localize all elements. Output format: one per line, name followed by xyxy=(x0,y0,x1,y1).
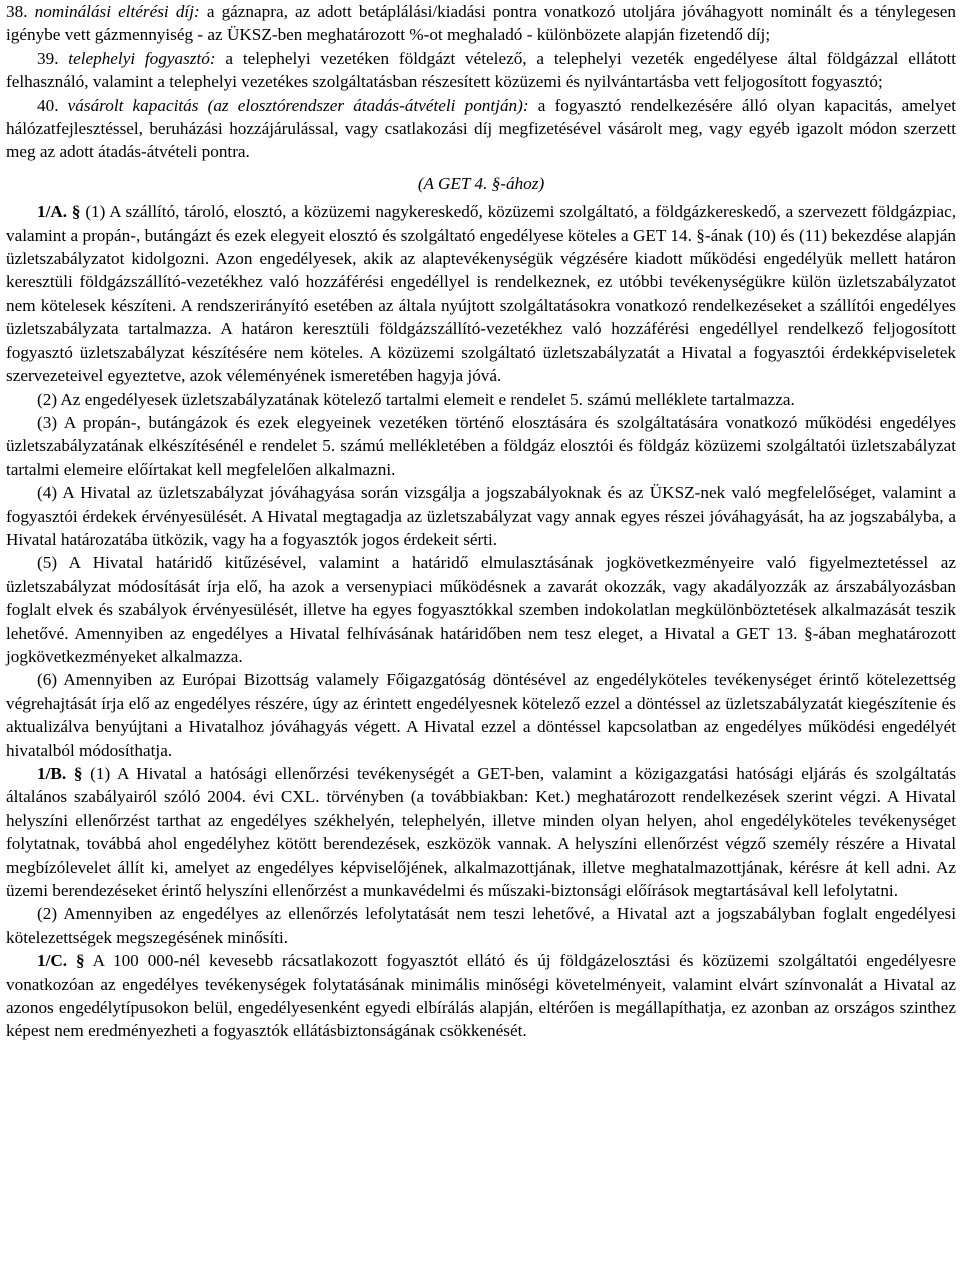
section-label: 1/B. xyxy=(37,764,67,783)
defined-term: telephelyi fogyasztó: xyxy=(68,48,216,68)
section-1b-paragraph-2: (2) Amennyiben az engedélyes az ellenőrzés lefolytatását nem teszi lehetővé, a Hivatal azt a jogszabályban foglalt engedélyesi kötelezettségek megszegésének minősíti. xyxy=(6,904,956,947)
section-label: 1/A. xyxy=(37,202,68,222)
section-1a-paragraph-3: (3) A propán-, butángázok és ezek elegyeinek vezetéken történő elosztására és szolgáltatására vonatkozó működési engedélyes üzletszabályzatának elkészítésénél e rendelet 5. számú mellékletében a földgáz elosztói és földgáz közüzemi szolgáltatói üzletszabályzat tartalmi elemeire előírtakat kell megfelelően alkalmazni. xyxy=(6,412,956,479)
section-note: (A GET 4. §-ához) xyxy=(417,173,545,193)
defined-term: nominálási eltérési díj: xyxy=(34,2,200,21)
defined-term: vásárolt kapacitás (az elosztórendszer átadás-átvételi pontján): xyxy=(67,95,529,115)
item-number: 39. xyxy=(37,48,59,68)
paragraph-text: (1) A Hivatal a hatósági ellenőrzési tevékenységét a GET-ben, valamint a közigazgatási hatósági eljárás és szolgáltatás általános szabályairól szóló 2004. évi CXL. törvényben (a továbbiakban: Ket.) meghatározott rendelkezések szerint végzi. A Hivatal helyszíni ellenőrzést tarthat az engedélyes székhelyén, telephelyén, illetve minden olyan helyen, ahol engedélyköteles tevékenységet folytatnak, továbbá ahol engedélyhez kötött berendezések, eszközök vannak. A helyszíni ellenőrzést végző személy részére a Hivatal megbízólevelet állít ki, amelyet az engedélyes képviselőjének, alkalmazottjának, illetve meghatalmazottjának, kérésre át kell adni. Az üzemi berendezéseket érintő helyszíni ellenőrzést a munkavédelmi és műszaki-biztonsági előírások megtartásával kell lefolytatni. xyxy=(6,764,957,901)
document-page xyxy=(6,0,956,1043)
section-1c-paragraph-1 xyxy=(6,949,956,1043)
section-symbol: § xyxy=(73,764,83,783)
section-1a-paragraph-4: (4) A Hivatal az üzletszabályzat jóváhagyása során vizsgálja a jogszabályoknak és az ÜKSZ-nek való megfelelőséget, valamint a fogyasztói érdekek érvényesülését. A Hivatal megtagadja az üzletszabályzat vagy annak egyes részei jóváhagyását, ha az jogszabályba, a Hivatal határozatába ütközik, vagy ha a fogyasztók jogos érdekeit sérti. xyxy=(6,483,956,549)
paragraph-text: A 100 000-nél kevesebb rácsatlakozott fogyasztót ellátó és új földgázelosztási és közüzemi szolgáltatói engedélyesre vonatkozóan az engedélyes tevékenységek folytatásának minimális minőségi követelményeit, valamint elvárt színvonalát a Hivatal az azonos engedélytípusokon belül, engedélyesenként egyedi elbírálás alapján, eltérően is megállapíthatja, ez azonban az országos szinthez képest nem eredményezheti a fogyasztók ellátásbiztonságának csökkenését. xyxy=(6,951,956,1041)
section-label: 1/C. xyxy=(37,951,68,971)
section-symbol: § xyxy=(71,202,81,222)
section-1a-paragraph-5: (5) A Hivatal határidő kitűzésével, valamint a határidő elmulasztásának jogkövetkezményeire való figyelmeztetéssel az üzletszabályzat módosítását írja elő, ha azok a versenypiaci működésnek a zavarát okozzák, vagy akadályozzák az árszabályozásban foglalt elvek és szabályok érvényesülését, illetve ha egyes fogyasztókkal szemben indokolatlan megkülönböztetések alkalmazását teszik lehetővé. Amennyiben az engedélyes a Hivatal felhívásának határidőben nem tesz eleget, a Hivatal a GET 13. §-ában meghatározott jogkövetkezményeket alkalmazza. xyxy=(6,553,956,666)
item-number: 40. xyxy=(37,95,59,115)
definition-text: a telephelyi vezetéken földgázt vételező, a telephelyi vezeték engedélyese által földgázzal ellátott felhasználó, valamint a telephelyi vezetékes szolgáltatásban részesített közüzemi és nyilvántartásba vett feljogosított fogyasztó; xyxy=(6,48,956,92)
section-1a-paragraph-2: (2) Az engedélyesek üzletszabályzatának kötelező tartalmi elemeit e rendelet 5. számú melléklete tartalmazza. xyxy=(37,389,795,409)
paragraph-text: (1) A szállító, tároló, elosztó, a közüzemi nagykereskedő, közüzemi szolgáltató, a földgázkereskedő, a szervezett földgázpiac, valamint a propán-, butángázt és ezek elegyeit elosztó és szolgáltató engedélyese köteles a GET 14. §-ának (10) és (11) bekezdése alapján üzletszabályzatot kidolgozni. Azon engedélyesek, akik az alaptevékenységük végzésére kiadott működési engedélyük mellett határon keresztüli földgázszállító-vezetékhez való hozzáférési engedéllyel is rendelkeznek, ez utóbbi tevékenységükre külön üzletszabályzatot nem kötelesek készíteni. A rendszerirányító esetében az általa nyújtott szolgáltatásokra vonatkozó rendelkezéseket a szállítói engedélyes üzletszabályzata tartalmazza. A határon keresztüli földgázszállító-vezetékhez való hozzáférési engedéllyel rendelkező feljogosított fogyasztó üzletszabályzat készítésére nem köteles. A közüzemi szolgáltató üzletszabályzatát a Hivatal a fogyasztói érdekképviseletek szervezeteivel egyeztetve, azok véleményének ismeretében hagyja jóvá. xyxy=(6,202,957,386)
definition-text: a gáznapra, az adott betáplálási/kiadási pontra vonatkozó utoljára jóváhagyott nominált és a ténylegesen igénybe vett gázmennyiség - az ÜKSZ-ben meghatározott %-ot meghaladó - különbözete alapján fizetendő díj; xyxy=(6,2,957,45)
definition-39 xyxy=(6,47,956,94)
section-symbol: § xyxy=(76,951,85,971)
definition-40 xyxy=(6,94,956,164)
item-number: 38. xyxy=(6,2,28,21)
section-1a-paragraph-1 xyxy=(6,200,956,387)
section-1a-paragraph-6: (6) Amennyiben az Európai Bizottság valamely Főigazgatóság döntésével az engedélyköteles tevékenységet érintő kötelezettség végrehajtását írja elő az engedélyes részére, úgy az érintett engedélyesnek kötelező ezzel a döntéssel az üzletszabályzatát kiegészítenie és aktualizálva benyújtani a Hivatalhoz jóváhagyás végett. A Hivatal ezzel a döntéssel kapcsolatban az engedélyes működési engedélyét hivatalból módosíthatja. xyxy=(6,670,956,760)
definition-text: a fogyasztó rendelkezésére álló olyan kapacitás, amelyet hálózatfejlesztéssel, beruházási hozzájárulással, vagy csatlakozási díj megfizetésével vásárolt meg, vagy egyéb igazolt módon szerzett meg az adott átadás-átvételi pontra. xyxy=(6,95,956,162)
section-1b-paragraph-1 xyxy=(6,762,956,902)
definition-38 xyxy=(6,0,956,47)
